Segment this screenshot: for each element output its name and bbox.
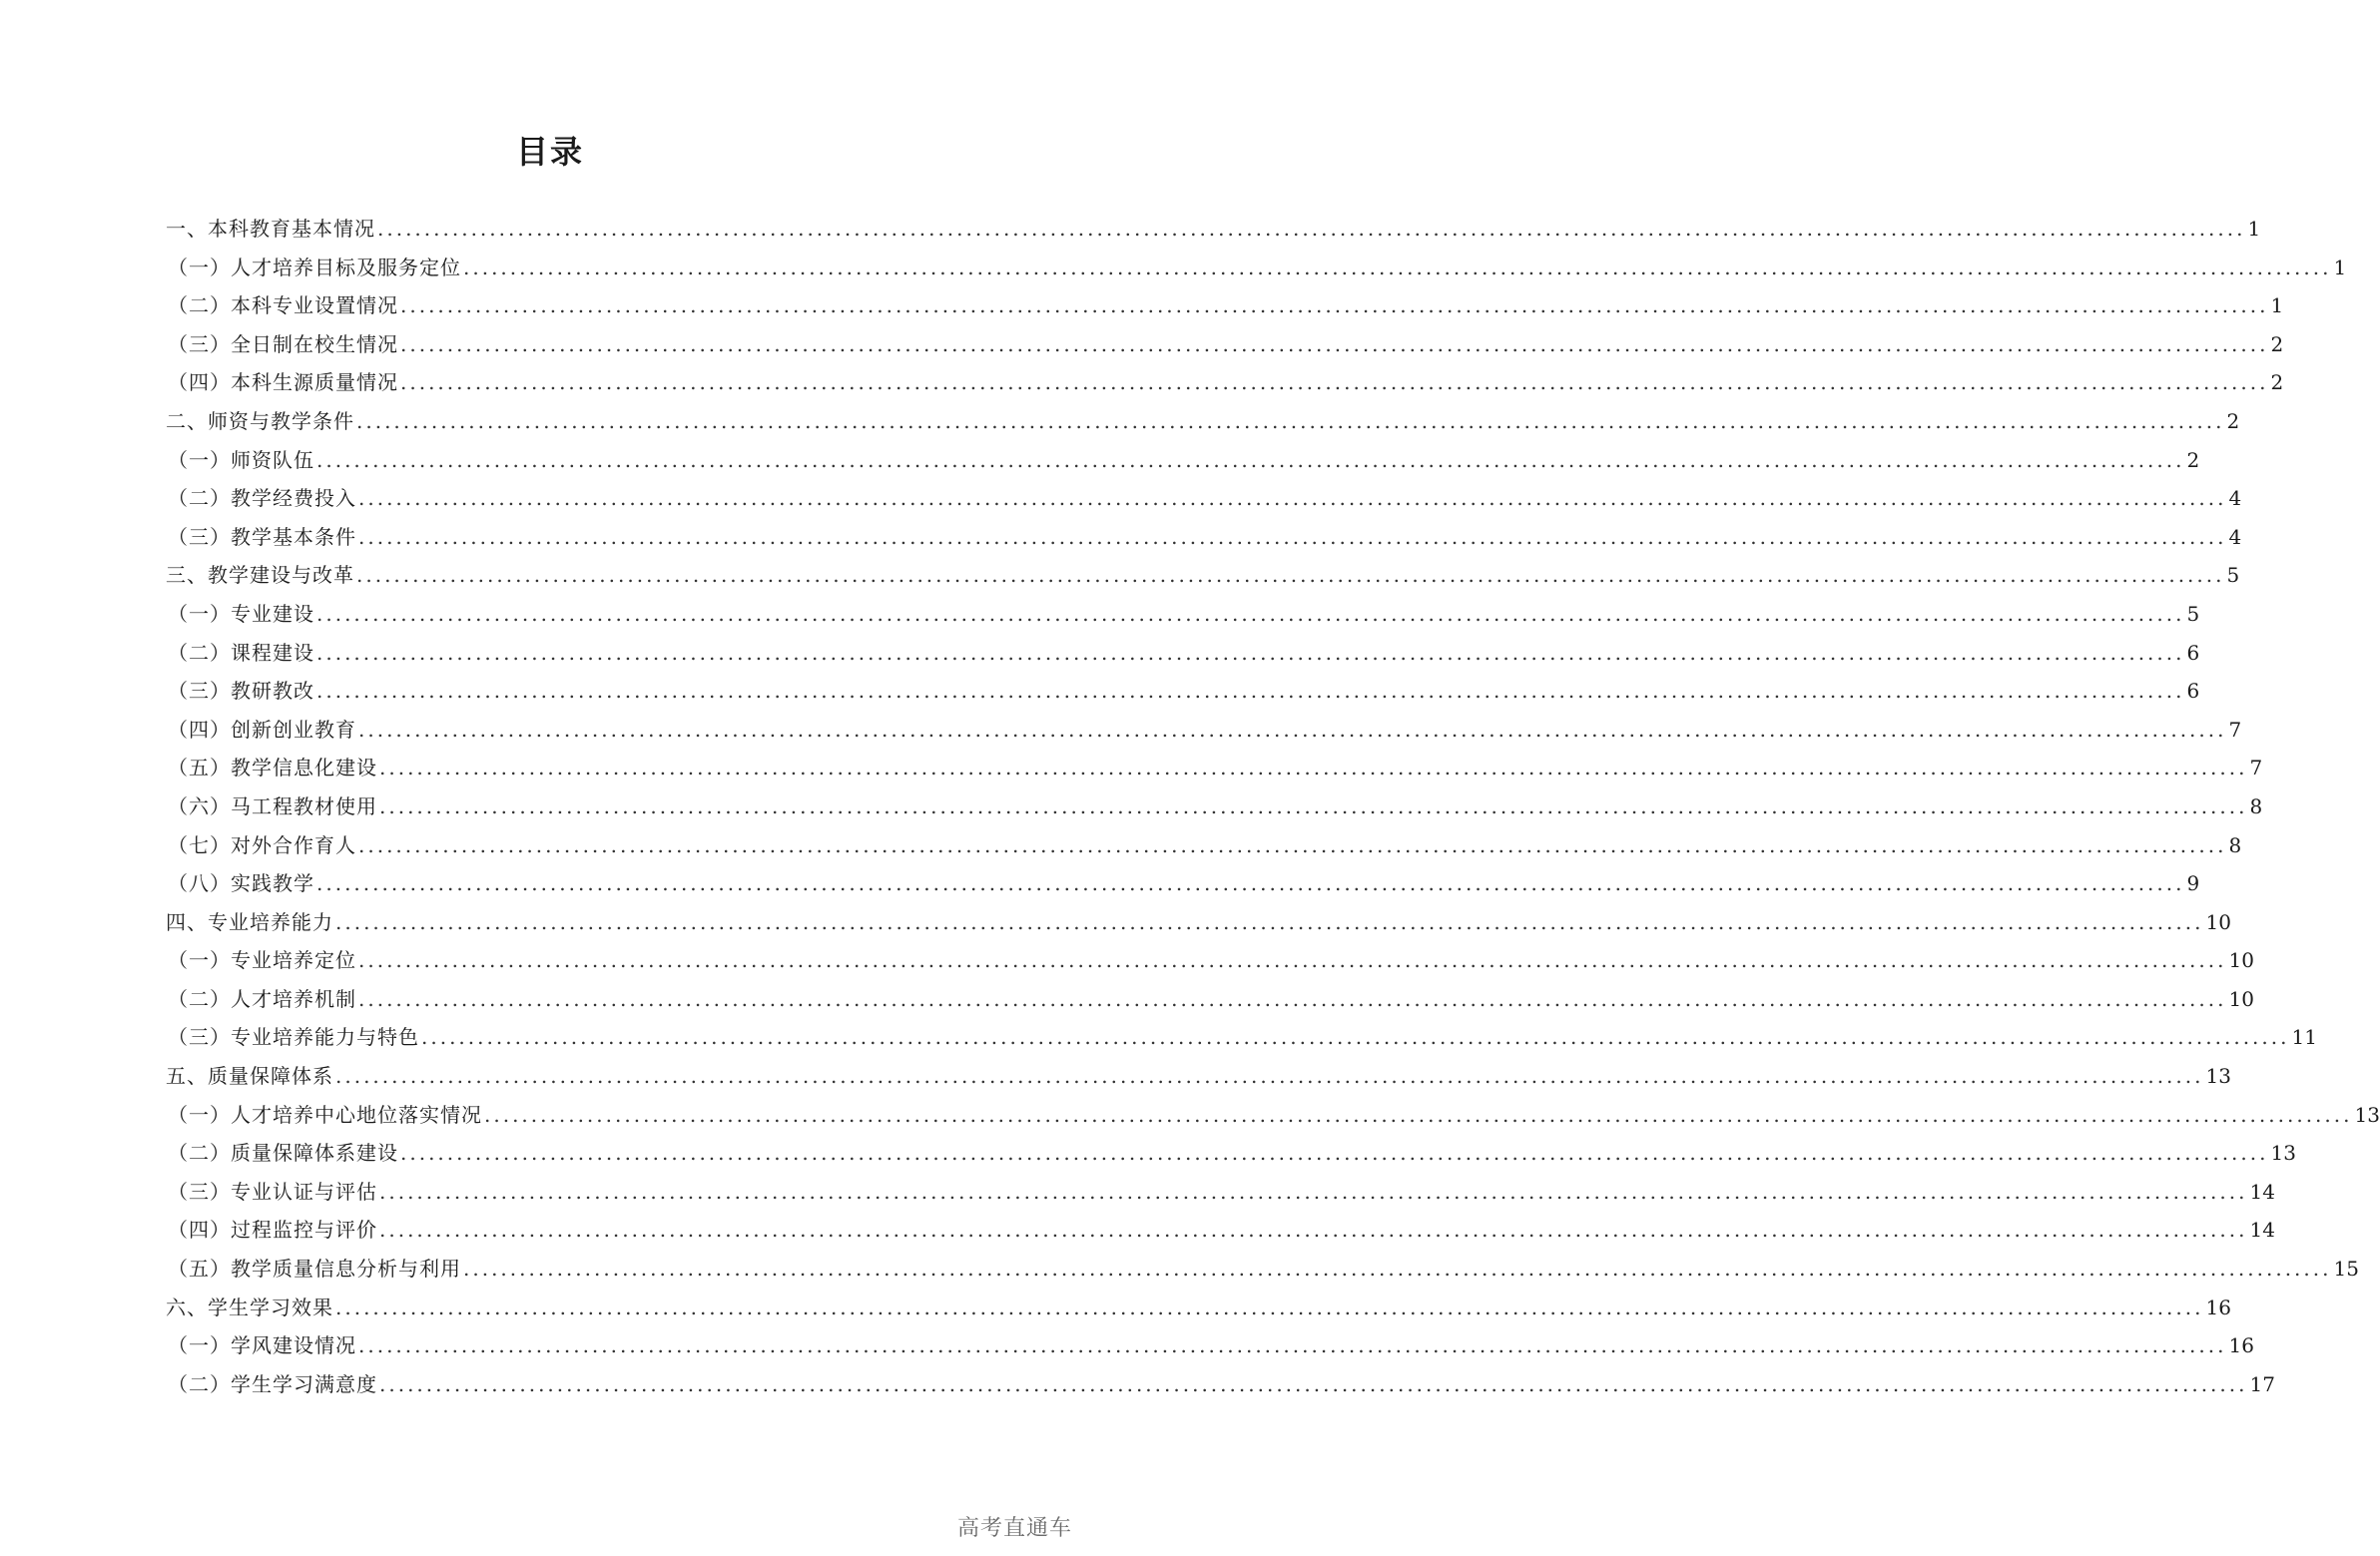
toc-dot-leader: ........................................................................................................................................................................................................ xyxy=(358,524,2227,549)
toc-entry-label: （二）质量保障体系建设 xyxy=(168,1141,398,1166)
toc-entry[interactable] xyxy=(166,787,2263,826)
toc-entry-label: 五、质量保障体系 xyxy=(166,1064,333,1089)
table-of-contents xyxy=(166,210,2380,1403)
toc-entry-page: 2 xyxy=(2226,408,2240,433)
toc-entry-label: （七）对外合作育人 xyxy=(168,832,356,857)
toc-dot-leader: ........................................................................................................................................................................................................ xyxy=(484,1102,2353,1127)
toc-entry-page: 14 xyxy=(2249,1179,2275,1204)
toc-entry-page: 10 xyxy=(2228,986,2254,1011)
toc-dot-leader: ........................................................................................................................................................................................................ xyxy=(316,601,2185,626)
toc-entry[interactable] xyxy=(166,634,2200,673)
toc-entry-label: （一）人才培养中心地位落实情况 xyxy=(168,1102,482,1127)
toc-dot-leader: ........................................................................................................................................................................................................ xyxy=(400,293,2269,318)
toc-entry[interactable] xyxy=(166,980,2254,1019)
toc-dot-leader: ........................................................................................................................................................................................................ xyxy=(358,832,2227,857)
toc-entry[interactable] xyxy=(166,402,2240,441)
toc-entry-page: 6 xyxy=(2186,640,2200,665)
toc-entry-page: 2 xyxy=(2270,370,2284,395)
toc-entry-label: 六、学生学习效果 xyxy=(166,1295,333,1319)
toc-entry[interactable] xyxy=(166,518,2242,557)
toc-entry-label: （五）教学质量信息分析与利用 xyxy=(168,1257,461,1282)
toc-entry-page: 16 xyxy=(2205,1295,2231,1319)
toc-entry[interactable] xyxy=(166,595,2200,634)
toc-entry-page: 4 xyxy=(2228,524,2242,549)
toc-dot-leader: ........................................................................................................................................................................................................ xyxy=(335,1064,2204,1089)
toc-entry[interactable] xyxy=(166,1173,2275,1212)
toc-entry-label: （一）师资队伍 xyxy=(168,447,314,472)
toc-entry-label: 二、师资与教学条件 xyxy=(166,408,354,433)
toc-dot-leader: ........................................................................................................................................................................................................ xyxy=(379,1218,2248,1243)
toc-entry[interactable] xyxy=(166,363,2284,402)
toc-entry[interactable] xyxy=(166,1365,2275,1404)
toc-entry-label: 四、专业培养能力 xyxy=(166,909,333,934)
toc-entry-page: 7 xyxy=(2249,756,2263,780)
toc-entry-label: （一）人才培养目标及服务定位 xyxy=(168,255,461,279)
toc-dot-leader: ........................................................................................................................................................................................................ xyxy=(316,871,2185,896)
toc-entry[interactable] xyxy=(166,479,2242,518)
toc-entry-page: 2 xyxy=(2186,447,2200,472)
toc-entry[interactable] xyxy=(166,249,2347,287)
toc-entry[interactable] xyxy=(166,1057,2231,1096)
toc-entry[interactable] xyxy=(166,325,2284,364)
toc-entry[interactable] xyxy=(166,210,2261,249)
toc-entry[interactable] xyxy=(166,1211,2275,1250)
toc-entry[interactable] xyxy=(166,711,2242,750)
toc-entry-page: 15 xyxy=(2333,1257,2359,1282)
toc-entry-label: （二）本科专业设置情况 xyxy=(168,293,398,318)
toc-entry-label: （一）学风建设情况 xyxy=(168,1333,356,1358)
toc-entry[interactable] xyxy=(166,1134,2296,1173)
toc-entry-label: （三）教学基本条件 xyxy=(168,524,356,549)
toc-dot-leader: ........................................................................................................................................................................................................ xyxy=(358,948,2227,973)
page-title: 目录 xyxy=(515,133,584,171)
toc-entry-page: 17 xyxy=(2249,1371,2275,1396)
toc-entry-label: （三）全日制在校生情况 xyxy=(168,331,398,356)
toc-dot-leader: ........................................................................................................................................................................................................ xyxy=(377,217,2246,241)
toc-dot-leader: ........................................................................................................................................................................................................ xyxy=(400,1141,2269,1166)
toc-entry[interactable] xyxy=(166,286,2284,325)
toc-dot-leader: ........................................................................................................................................................................................................ xyxy=(316,640,2185,665)
toc-entry[interactable] xyxy=(166,672,2200,711)
toc-entry-page: 1 xyxy=(2333,255,2347,279)
toc-dot-leader: ........................................................................................................................................................................................................ xyxy=(316,447,2185,472)
toc-entry-label: （一）专业培养定位 xyxy=(168,948,356,973)
toc-entry[interactable] xyxy=(166,1289,2231,1327)
toc-entry[interactable] xyxy=(166,1096,2380,1135)
toc-entry-page: 14 xyxy=(2249,1218,2275,1243)
toc-dot-leader: ........................................................................................................................................................................................................ xyxy=(379,793,2248,818)
toc-entry-label: （四）创新创业教育 xyxy=(168,717,356,742)
toc-entry[interactable] xyxy=(166,556,2240,595)
toc-dot-leader: ........................................................................................................................................................................................................ xyxy=(358,717,2227,742)
toc-entry-page: 6 xyxy=(2186,679,2200,704)
toc-entry[interactable] xyxy=(166,826,2242,865)
watermark: 高考直通车 xyxy=(956,1516,1072,1541)
toc-dot-leader: ........................................................................................................................................................................................................ xyxy=(358,1333,2227,1358)
toc-entry[interactable] xyxy=(166,1250,2359,1289)
toc-entry-page: 9 xyxy=(2186,871,2200,896)
toc-entry-page: 13 xyxy=(2354,1102,2380,1127)
toc-entry-page: 13 xyxy=(2270,1141,2296,1166)
toc-entry-label: 一、本科教育基本情况 xyxy=(166,217,375,241)
toc-dot-leader: ........................................................................................................................................................................................................ xyxy=(379,756,2248,780)
toc-dot-leader: ........................................................................................................................................................................................................ xyxy=(356,563,2225,588)
toc-entry-label: （二）人才培养机制 xyxy=(168,986,356,1011)
toc-entry-page: 7 xyxy=(2228,717,2242,742)
toc-dot-leader: ........................................................................................................................................................................................................ xyxy=(358,486,2227,511)
toc-entry[interactable] xyxy=(166,1326,2254,1365)
toc-entry[interactable] xyxy=(166,749,2263,787)
toc-entry-page: 11 xyxy=(2291,1025,2317,1050)
toc-entry-page: 1 xyxy=(2247,217,2261,241)
toc-entry[interactable] xyxy=(166,903,2231,942)
toc-entry-label: （四）过程监控与评价 xyxy=(168,1218,377,1243)
toc-dot-leader: ........................................................................................................................................................................................................ xyxy=(463,255,2332,279)
toc-entry-label: （八）实践教学 xyxy=(168,871,314,896)
toc-dot-leader: ........................................................................................................................................................................................................ xyxy=(356,408,2225,433)
toc-dot-leader: ........................................................................................................................................................................................................ xyxy=(379,1179,2248,1204)
toc-entry-label: 三、教学建设与改革 xyxy=(166,563,354,588)
toc-entry-label: （三）专业培养能力与特色 xyxy=(168,1025,419,1050)
toc-entry-page: 2 xyxy=(2270,331,2284,356)
toc-entry-page: 10 xyxy=(2205,909,2231,934)
toc-dot-leader: ........................................................................................................................................................................................................ xyxy=(463,1257,2332,1282)
toc-dot-leader: ........................................................................................................................................................................................................ xyxy=(316,679,2185,704)
toc-dot-leader: ........................................................................................................................................................................................................ xyxy=(379,1371,2248,1396)
toc-entry-label: （二）教学经费投入 xyxy=(168,486,356,511)
toc-entry-page: 13 xyxy=(2205,1064,2231,1089)
toc-entry-page: 10 xyxy=(2228,948,2254,973)
toc-entry-label: （四）本科生源质量情况 xyxy=(168,370,398,395)
toc-entry[interactable] xyxy=(166,441,2200,480)
toc-entry[interactable] xyxy=(166,941,2254,980)
toc-dot-leader: ........................................................................................................................................................................................................ xyxy=(335,909,2204,934)
toc-dot-leader: ........................................................................................................................................................................................................ xyxy=(358,986,2227,1011)
toc-entry-page: 1 xyxy=(2270,293,2284,318)
toc-entry-label: （三）专业认证与评估 xyxy=(168,1179,377,1204)
toc-entry-label: （三）教研教改 xyxy=(168,679,314,704)
toc-dot-leader: ........................................................................................................................................................................................................ xyxy=(421,1025,2290,1050)
toc-entry-page: 8 xyxy=(2249,793,2263,818)
toc-dot-leader: ........................................................................................................................................................................................................ xyxy=(400,331,2269,356)
toc-entry[interactable] xyxy=(166,1018,2317,1057)
toc-dot-leader: ........................................................................................................................................................................................................ xyxy=(400,370,2269,395)
toc-entry-page: 4 xyxy=(2228,486,2242,511)
toc-entry-label: （一）专业建设 xyxy=(168,601,314,626)
toc-entry-page: 8 xyxy=(2228,832,2242,857)
toc-entry-page: 5 xyxy=(2186,601,2200,626)
toc-entry-page: 16 xyxy=(2228,1333,2254,1358)
toc-entry-label: （二）课程建设 xyxy=(168,640,314,665)
toc-dot-leader: ........................................................................................................................................................................................................ xyxy=(335,1295,2204,1319)
toc-entry[interactable] xyxy=(166,864,2200,903)
toc-entry-label: （五）教学信息化建设 xyxy=(168,756,377,780)
toc-entry-page: 5 xyxy=(2226,563,2240,588)
toc-entry-label: （六）马工程教材使用 xyxy=(168,793,377,818)
toc-entry-label: （二）学生学习满意度 xyxy=(168,1371,377,1396)
